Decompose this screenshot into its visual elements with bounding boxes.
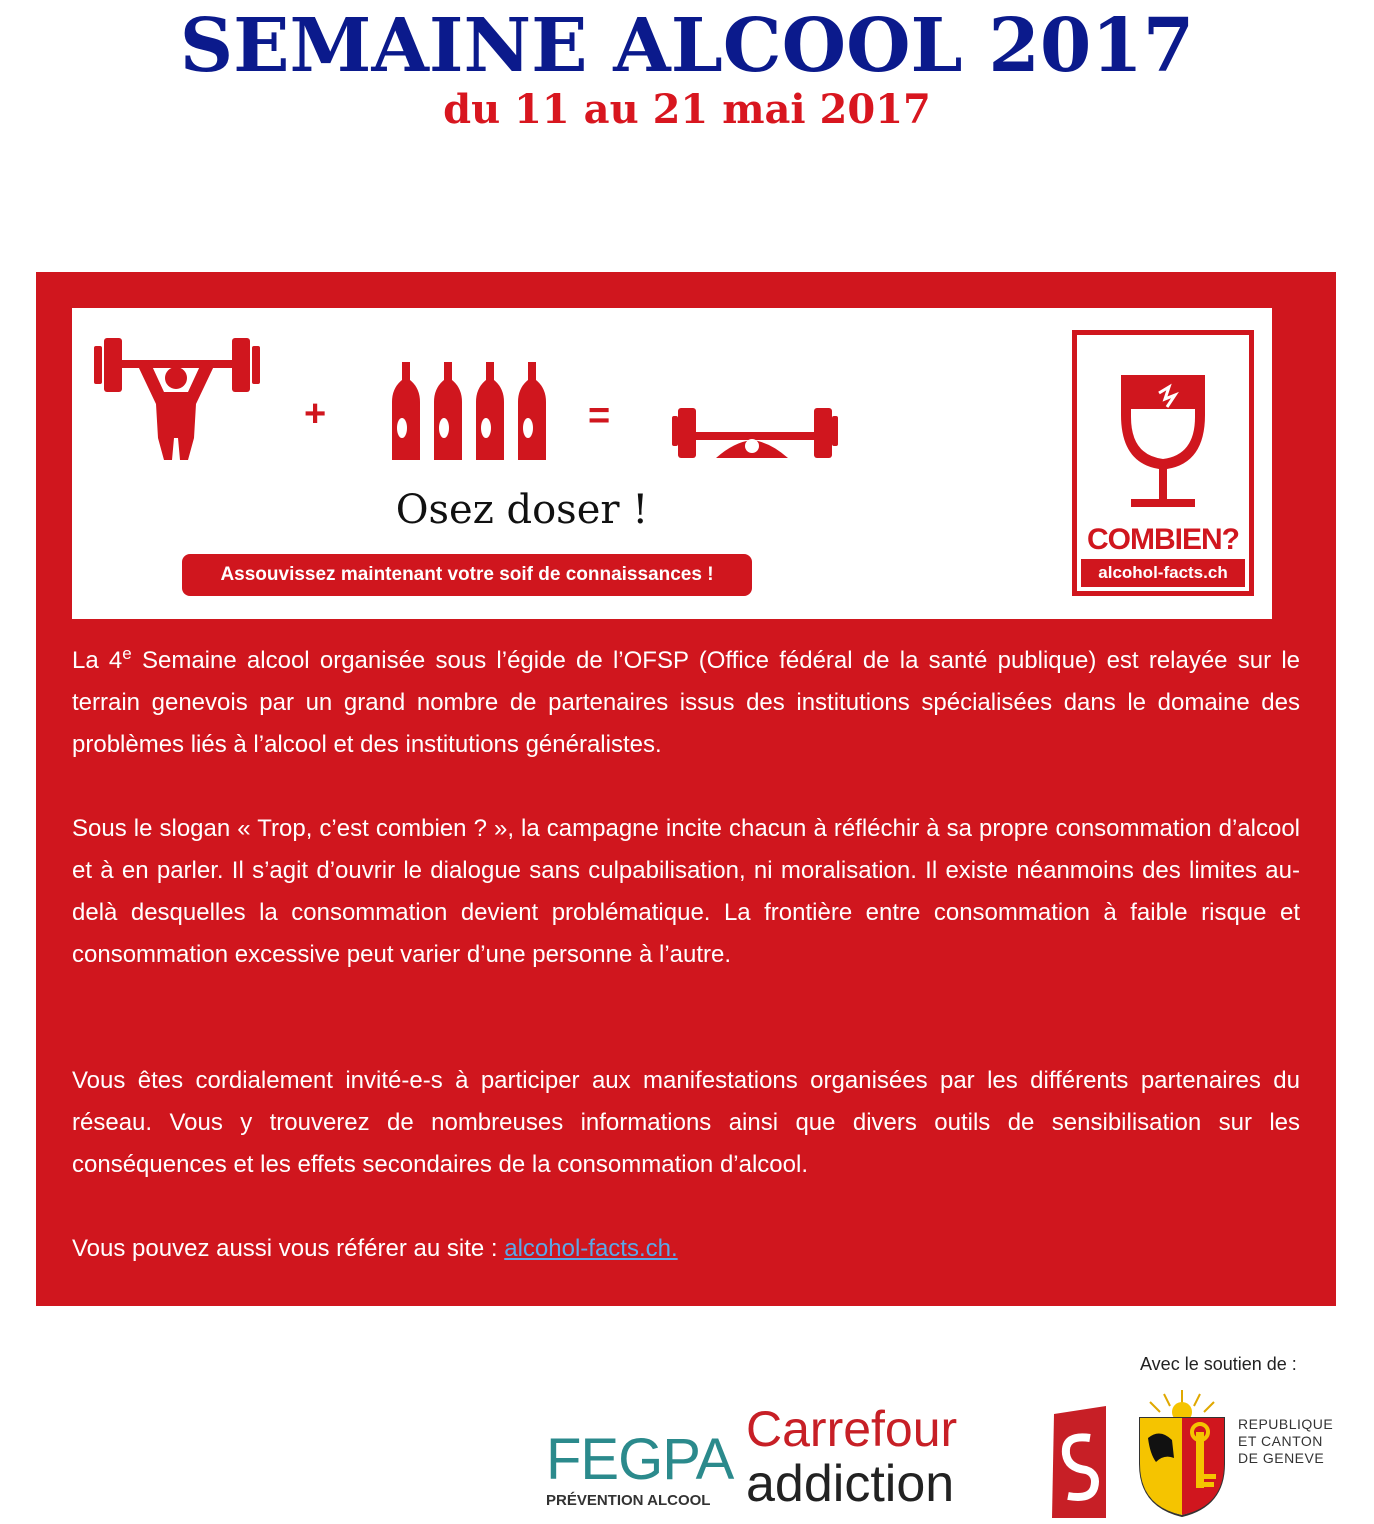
geneve-logo-text: REPUBLIQUE ET CANTON DE GENEVE bbox=[1238, 1416, 1334, 1466]
bottles-icon bbox=[392, 362, 546, 460]
carrefour-addiction-logo bbox=[746, 1402, 957, 1512]
intro-paragraph: La 4e Semaine alcool organisée sous l’égide de l’OFSP (Office fédéral de la santé publique) est relayée sur le terrain genevois par un grand nombre de partenaires issus des institutions spécialisées dans le domaine des problèmes liés à l’alcool et des institutions généralistes. bbox=[72, 644, 1301, 758]
carrefour-s-icon bbox=[1050, 1404, 1110, 1520]
slogan: Osez doser ! bbox=[395, 487, 649, 533]
weightlifter-illustration bbox=[72, 308, 972, 488]
fegpa-logo-subtitle: PRÉVENTION ALCOOL bbox=[546, 1492, 711, 1509]
fegpa-logo-name: FEGPA bbox=[546, 1427, 734, 1492]
invitation-paragraph: Vous êtes cordialement invité-e-s à participer aux manifestations organisées par les différents partenaires du réseau. Vous y trouverez de nombreuses informations ainsi que divers outils de sensibilisation sur les conséquences et les effets secondaires de la consommation d’alcool. bbox=[72, 1067, 1300, 1178]
equals-sign: = bbox=[588, 395, 611, 437]
campaign-banner bbox=[72, 308, 1272, 619]
fegpa-logo bbox=[546, 1427, 734, 1510]
reference-paragraph: Vous pouvez aussi vous référer au site : alcohol-facts.ch. bbox=[72, 1235, 678, 1262]
combien-logo-heading: COMBIEN? bbox=[1087, 523, 1239, 556]
weightlifter-icon bbox=[94, 338, 260, 460]
geneve-coat-of-arms-icon bbox=[1134, 1388, 1230, 1518]
carrefour-logo-line2: addiction bbox=[746, 1455, 955, 1513]
carrefour-logo-line1: Carrefour bbox=[746, 1401, 958, 1457]
content-panel bbox=[36, 272, 1336, 1306]
combien-logo-url: alcohol-facts.ch bbox=[1081, 559, 1245, 587]
knowledge-call-to-action: Assouvissez maintenant votre soif de connaissances ! bbox=[182, 554, 752, 596]
plus-sign: + bbox=[304, 393, 327, 435]
event-dates: du 11 au 21 mai 2017 bbox=[443, 86, 931, 133]
crushed-lifter-icon bbox=[672, 408, 838, 458]
broken-glass-icon bbox=[1077, 335, 1249, 525]
alcohol-facts-link[interactable]: alcohol-facts.ch. bbox=[504, 1235, 678, 1262]
page-title: SEMAINE ALCOOL 2017 bbox=[179, 3, 1195, 89]
slogan-paragraph: Sous le slogan « Trop, c’est combien ? », la campagne incite chacun à réfléchir à sa propre consommation d’alcool et à en parler. Il s’agit d’ouvrir le dialogue sans culpabilisation, ni moralisation. Il existe néanmoins des limites au-delà desquelles la consommation devient problématique. La frontière entre consommation à faible risque et consommation excessive peut varier d’une personne à l’autre. bbox=[72, 815, 1300, 968]
support-label: Avec le soutien de : bbox=[1140, 1354, 1297, 1374]
combien-logo bbox=[1072, 330, 1254, 596]
